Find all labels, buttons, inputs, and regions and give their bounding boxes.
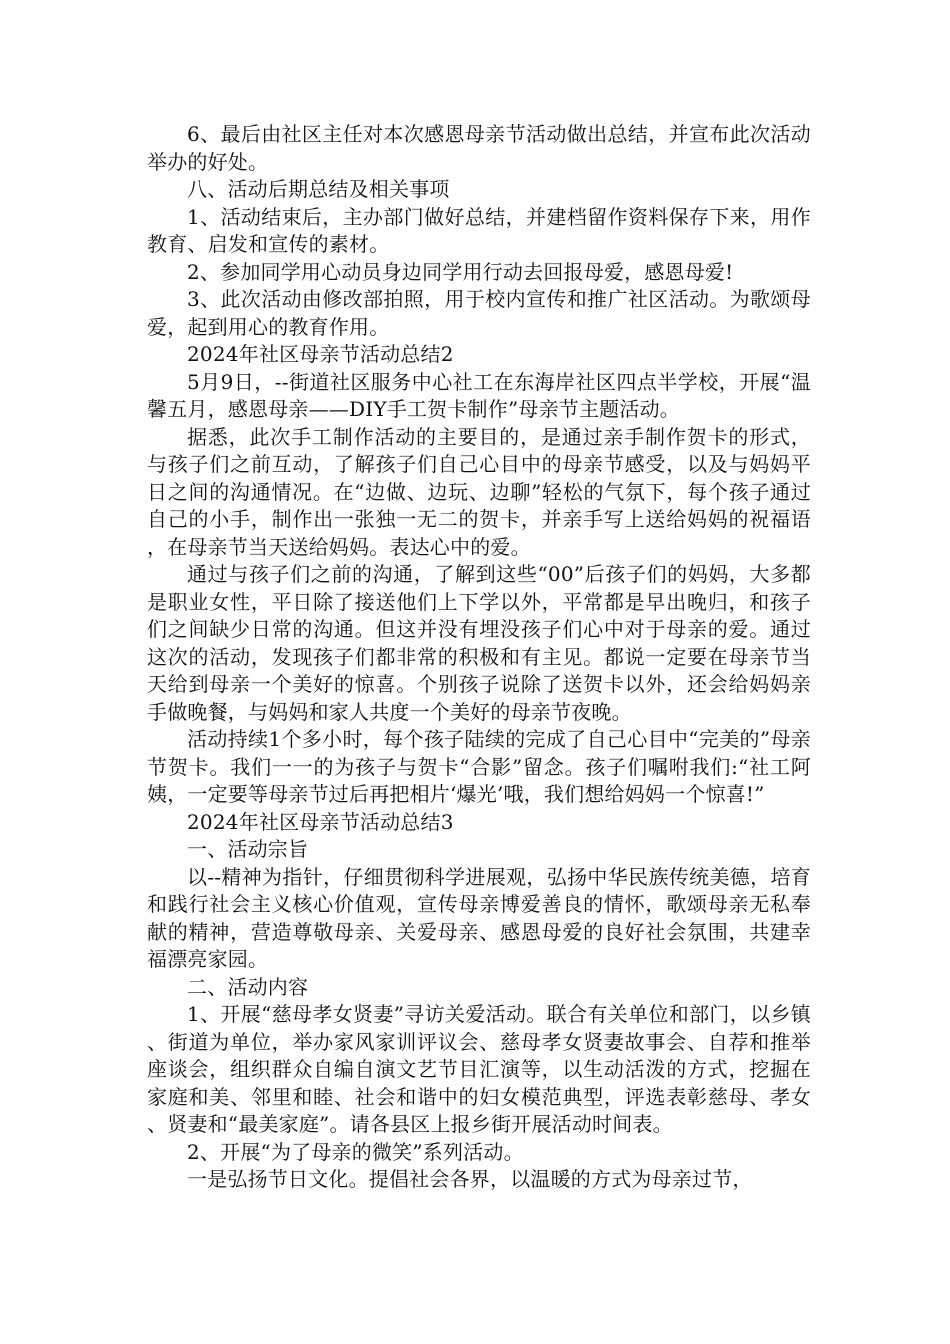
summary-title-2: 2024年社区母亲节活动总结2 (187, 342, 454, 366)
paragraph-content-2: 2、开展“为了母亲的微笑”系列活动。 (187, 1139, 524, 1164)
paragraph-event-intro: 5月9日，--街道社区服务中心社工在东海岸社区四点半学校，开展“温馨五月，感恩母亲——DIY手工贺卡制作”母亲节主题活动。 (147, 369, 811, 421)
paragraph-followup-2: 2、参加同学用心动员身边同学用行动去回报母爱，感恩母爱! (187, 259, 734, 284)
document-body (147, 121, 811, 1194)
section-heading-content: 二、活动内容 (187, 974, 309, 999)
paragraph-summary-item-6: 6、最后由社区主任对本次感恩母亲节活动做出总结，并宣布此次活动举办的好处。 (147, 122, 811, 174)
paragraph-content-2-detail: 一是弘扬节日文化。提倡社会各界，以温暖的方式为母亲过节， (187, 1167, 753, 1191)
section-heading-purpose: 一、活动宗旨 (187, 837, 309, 861)
paragraph-content-1: 1、开展“慈母孝女贤妻”寻访关爱活动。联合有关单位和部门，以乡镇、街道为单位，举办家风家训评议会、慈母孝女贤妻故事会、自荐和推举座谈会，组织群众自编自演文艺节目汇演等，以生动活泼的方式，挖掘在家庭和美、邻里和睦、社会和谐中的妇女模范典型，评选表彰慈母、孝女、贤妻和“最美家庭”。请各县区上报乡街开展活动时间表。 (147, 1002, 811, 1136)
paragraph-followup-1: 1、活动结束后，主办部门做好总结，并建档留作资料保存下来，用作教育、启发和宣传的素材。 (147, 204, 811, 256)
paragraph-event-purpose: 据悉，此次手工制作活动的主要目的，是通过亲手制作贺卡的形式，与孩子们之前互动，了解孩子们自己心目中的母亲节感受，以及与妈妈平日之间的沟通情况。在“边做、边玩、边聊”轻松的气氛下，每个孩子通过自己的小手，制作出一张独一无二的贺卡，并亲手写上送给妈妈的祝福语，在母亲节当天送给妈妈。表达心中的爱。 (147, 424, 811, 559)
section-heading-8: 八、活动后期总结及相关事项 (187, 177, 450, 201)
paragraph-followup-3: 3、此次活动由修改部拍照，用于校内宣传和推广社区活动。为歌颂母爱，起到用心的教育作用。 (147, 287, 811, 339)
paragraph-event-duration: 活动持续1个多小时，每个孩子陆续的完成了自己心目中“完美的”母亲节贺卡。我们一一的为孩子与贺卡“合影”留念。孩子们嘱咐我们:“社工阿姨，一定要等母亲节过后再把相片‘爆光’哦，我们想给妈妈一个惊喜!” (147, 727, 811, 806)
paragraph-event-communication: 通过与孩子们之前的沟通，了解到这些“00”后孩子们的妈妈，大多都是职业女性，平日除了接送他们上下学以外，平常都是早出晚归，和孩子们之间缺少日常的沟通。但这并没有埋没孩子们心中对于母亲的爱。通过这次的活动，发现孩子们都非常的积极和有主见。都说一定要在母亲节当天给到母亲一个美好的惊喜。个别孩子说除了送贺卡以外，还会给妈妈亲手做晚餐，与妈妈和家人共度一个美好的母亲节夜晚。 (147, 562, 811, 724)
paragraph-purpose-body: 以--精神为指针，仔细贯彻科学进展观，弘扬中华民族传统美德，培育和践行社会主义核心价值观，宣传母亲博爱善良的情怀，歌颂母亲无私奉献的精神，营造尊敬母亲、关爱母亲、感恩母爱的良好社会氛围，共建幸福漂亮家园。 (147, 864, 811, 971)
summary-title-3: 2024年社区母亲节活动总结3 (187, 809, 454, 834)
